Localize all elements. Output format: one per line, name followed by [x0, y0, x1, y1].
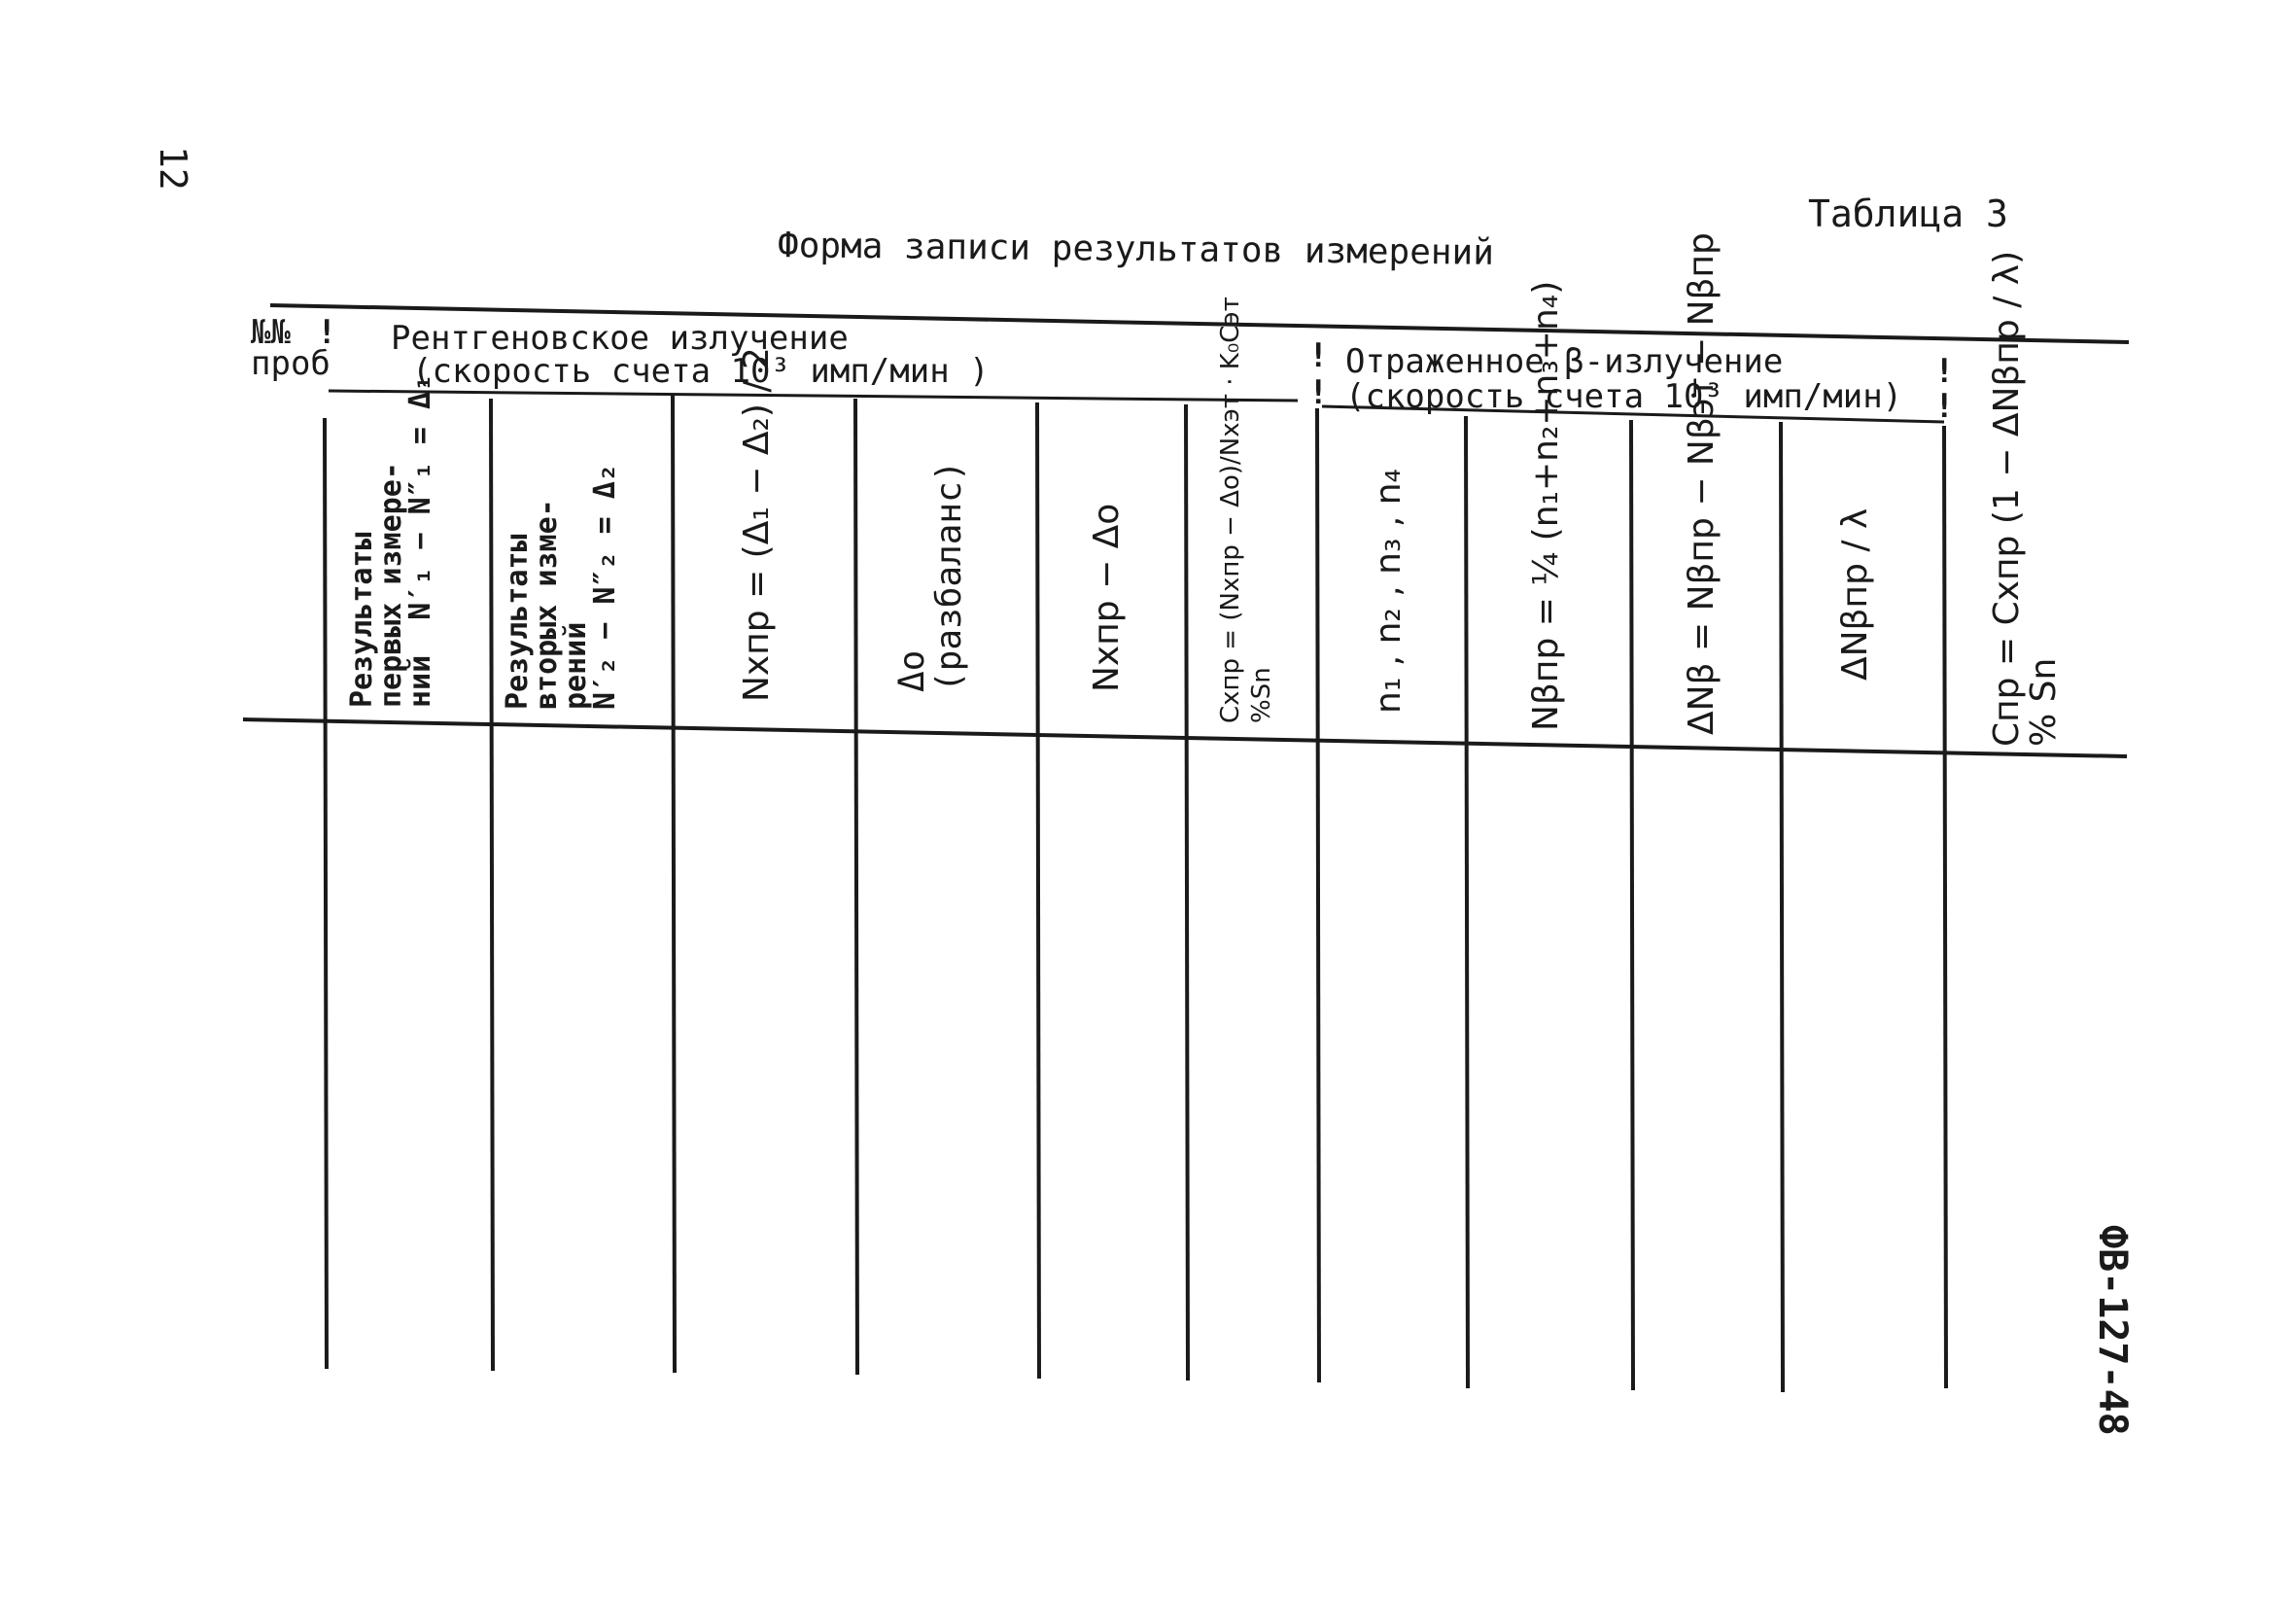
- xray-group-title: Рентгеновское излучение: [391, 319, 849, 358]
- column-header-nx-minus-delta: Nxпр − Δo: [1087, 503, 1127, 692]
- column-header-c-result: Cпр = Cxпр (1 − ΔNβпр / λ) % Sn: [1987, 250, 2064, 747]
- column-header-n-values: n₁ , n₂ , n₃ , n₄: [1369, 469, 1409, 714]
- xray-group-subtitle: (скорость счета 10³ имп/мин ): [412, 352, 990, 391]
- separator-mark: !: [317, 313, 337, 352]
- column-header-first-measurements: Результаты первых измере- ний N′₁ − N″₁ = Δ₁: [345, 373, 437, 708]
- probe-number-header: №№ проб: [251, 313, 330, 383]
- beta-group-title: Отраженное β-излучение: [1345, 342, 1784, 381]
- column-header-cx-formula: Cxпр = (Nxпр − Δo)/Nxэт · K₀Cэт %Sn: [1216, 297, 1276, 723]
- form-title: Форма записи результатов измерений: [777, 226, 1495, 273]
- separator-mark: !: [1934, 387, 1955, 426]
- document-code: ФВ-127-48: [2090, 1225, 2135, 1436]
- table-label: Таблица 3: [1808, 192, 2008, 235]
- column-header-delta-over-lambda: ΔNβпр / λ: [1835, 507, 1875, 681]
- column-header-imbalance: Δo (разбаланс): [892, 460, 969, 692]
- column-header-second-measurements: Результаты вторых изме- рений N′₂ − N″₂ = Δ₂: [501, 464, 622, 710]
- page-number: 12: [152, 146, 194, 191]
- column-header-nx-formula: Nxпр = (Δ₁ − Δ₂) / 2: [737, 347, 777, 702]
- column-header-delta-n-beta: ΔNβ = Nβпр − Nβэт − Nβпр: [1682, 232, 1722, 735]
- separator-mark: !: [1308, 373, 1329, 412]
- separator-mark: !: [1934, 352, 1955, 391]
- beta-group-subtitle: (скорость счета 10³ имп/мин): [1345, 377, 1903, 416]
- column-header-n-beta-average: Nβпр = ¼ (n₁+n₂+n₃+n₄): [1526, 280, 1566, 731]
- separator-mark: !: [1308, 336, 1329, 375]
